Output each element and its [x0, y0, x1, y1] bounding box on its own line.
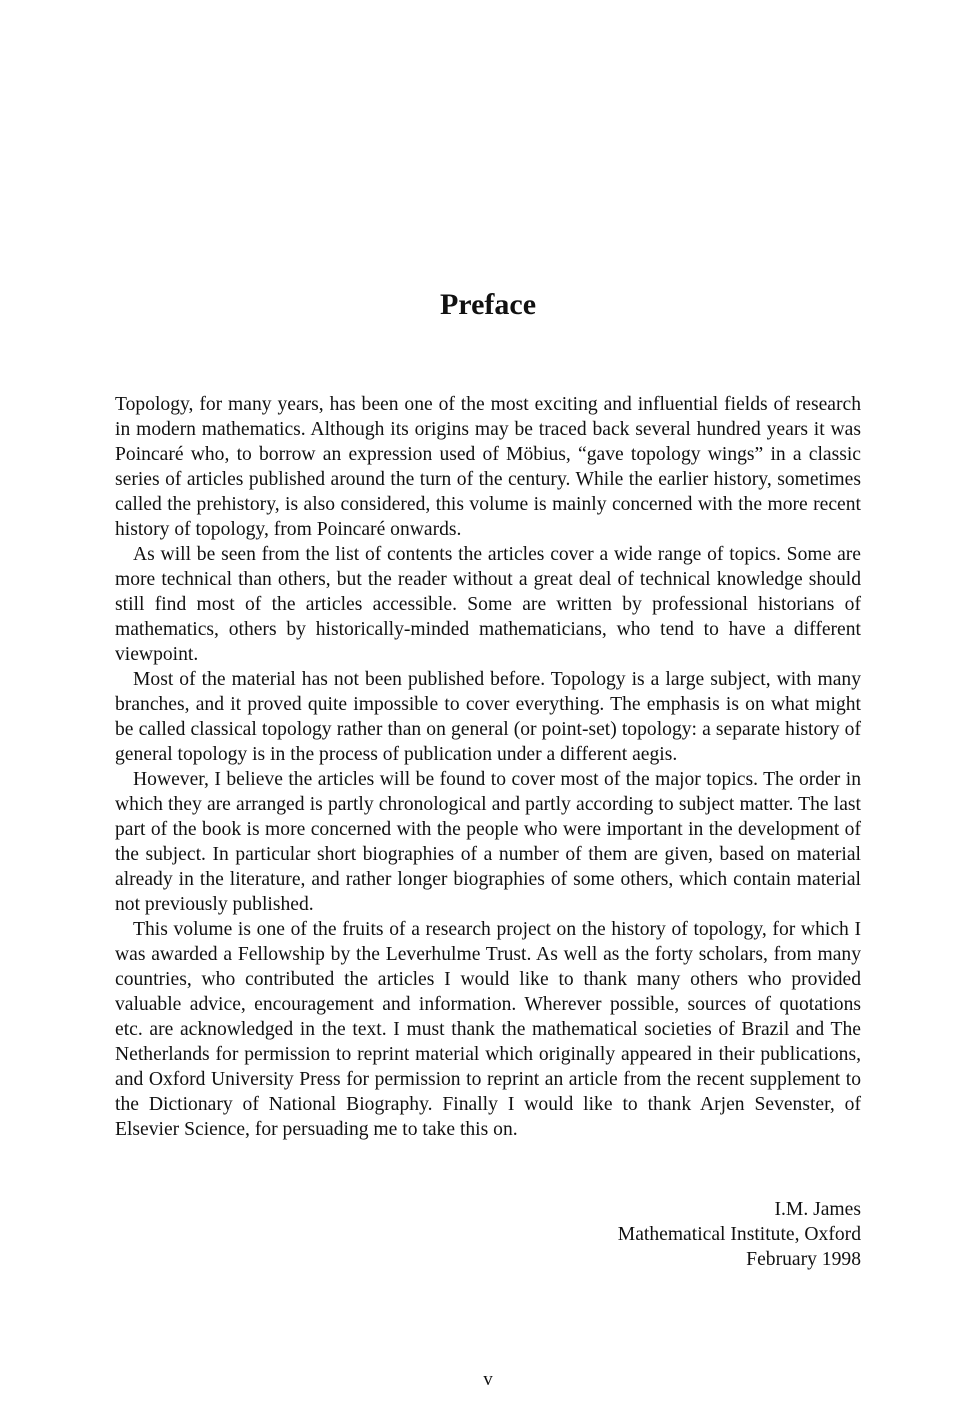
page-title: Preface: [439, 288, 537, 321]
paragraph-4: However, I believe the articles will be found to cover most of the major topics. The order in which they are arranged is partly chronological and partly according to subject matter. The last part of the book is more concerned with the people who were important in the development of the subject. In particular short biographies of a number of them are given, based on material already in the literature, and rather longer biographies of some others, which contain material not previously published.: [115, 769, 861, 915]
signature-date: February 1998: [746, 1249, 861, 1270]
paragraph-1: Topology, for many years, has been one of the most exciting and influential fields of research in modern mathematics. Although its origins may be traced back several hundred years it was Poincaré who, to borrow an expression used of Möbius, “gave topology wings” in a classic series of articles published around the turn of the century. While the earlier history, sometimes called the prehistory, is also considered, this volume is mainly concerned with the more recent history of topology, from Poincaré onwards.: [115, 394, 861, 540]
author-affiliation: Mathematical Institute, Oxford: [617, 1224, 861, 1245]
author-name: I.M. James: [774, 1199, 861, 1220]
paragraph-3: Most of the material has not been published before. Topology is a large subject, with many branches, and it proved quite impossible to cover everything. The emphasis is on what might be called classical topology rather than on general (or point-set) topology: a separate history of general topology is in the process of publication under a different aegis.: [115, 669, 861, 765]
page-number: v: [483, 1369, 493, 1390]
paragraph-2: As will be seen from the list of contents the articles cover a wide range of topics. Some are more technical than others, but the reader without a great deal of technical knowledge should still find most of the articles accessible. Some are written by professional historians of mathematics, others by historically-minded mathematicians, who tend to have a different viewpoint.: [115, 544, 861, 665]
preface-body: [115, 392, 861, 1142]
paragraph-5: This volume is one of the fruits of a research project on the history of topology, for which I was awarded a Fellowship by the Leverhulme Trust. As well as the forty scholars, from many countries, who contributed the articles I would like to thank many others who provided valuable advice, encouragement and information. Wherever possible, sources of quotations etc. are acknowledged in the text. I must thank the mathematical societies of Brazil and The Netherlands for permission to reprint material which originally appeared in their publications, and Oxford University Press for permission to reprint an article from the recent supplement to the Dictionary of National Biography. Finally I would like to thank Arjen Sevenster, of Elsevier Science, for persuading me to take this on.: [115, 919, 861, 1140]
signature-block: [618, 1197, 861, 1272]
